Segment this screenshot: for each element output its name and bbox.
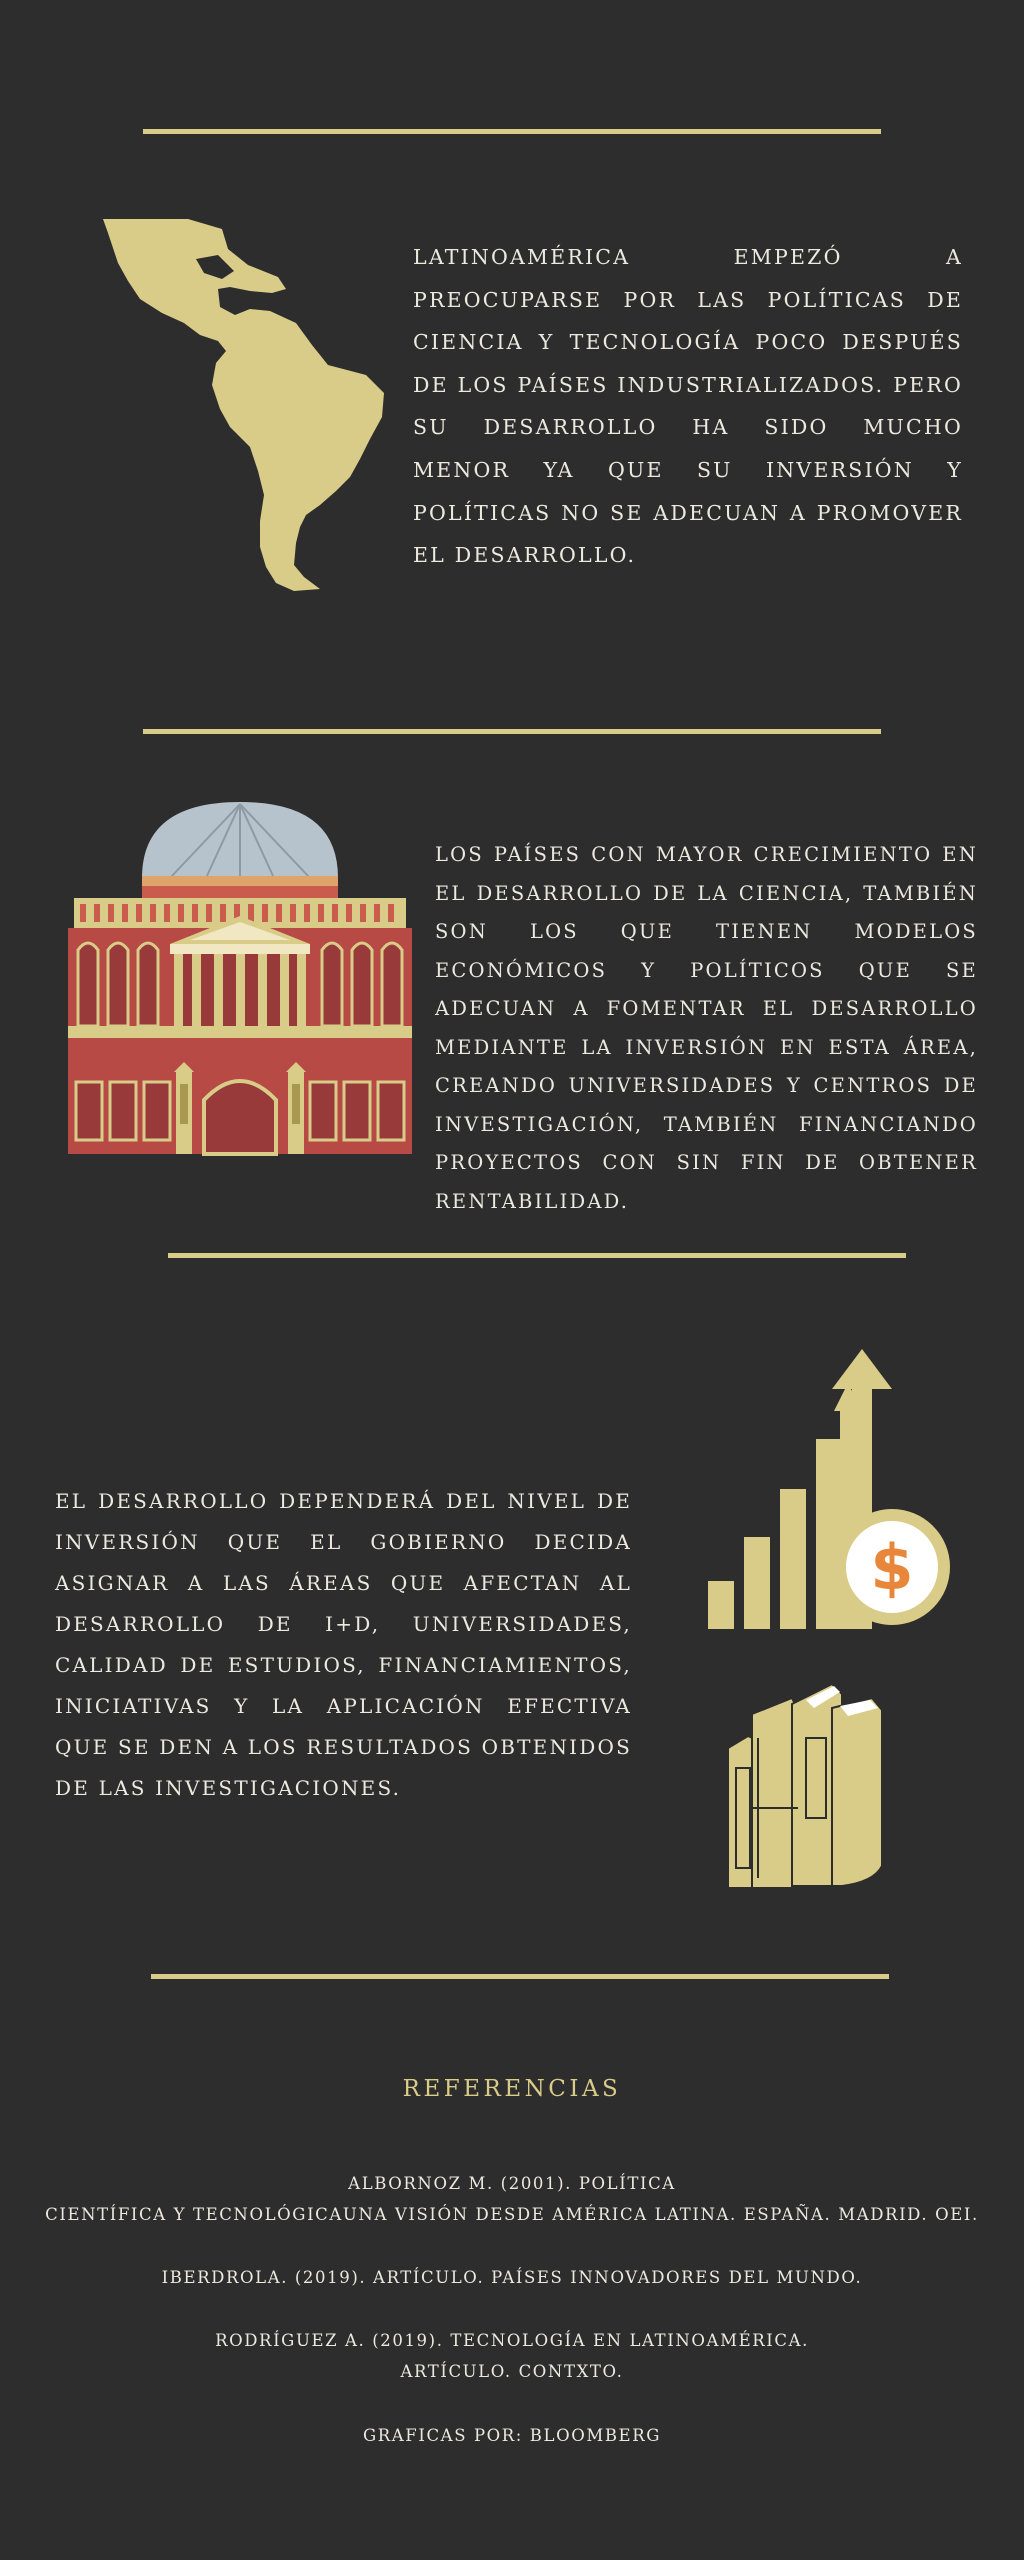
reference-2-line: IBERDROLA. (2019). ARTÍCULO. PAÍSES INNOVADORES DEL MUNDO.	[161, 2268, 863, 2287]
classical-building-icon	[66, 800, 414, 1156]
graphics-credit	[0, 2420, 1024, 2451]
divider-3	[168, 1253, 906, 1258]
section2-text: LOS PAÍSES CON MAYOR CRECIMIENTO EN EL DESARROLLO DE LA CIENCIA, TAMBIÉN SON LOS QUE TIENEN MODELOS ECONÓMICOS Y POLÍTICOS QUE SE ADECUAN A FOMENTAR EL DESARROLLO MEDIANTE LA INVERSIÓN EN ESTA ÁREA, CREANDO UNIVERSIDADES Y CENTROS DE INVESTIGACIÓN, TAMBIÉN FINANCIANDO PROYECTOS CON SIN FIN DE OBTENER RENTABILIDAD.	[435, 843, 978, 1213]
reference-1-line-2: CIENTÍFICA Y TECNOLÓGICAUNA VISIÓN DESDE AMÉRICA LATINA. ESPAÑA. MADRID. OEI.	[45, 2205, 979, 2224]
reference-2	[0, 2262, 1024, 2293]
graphics-credit-text: GRAFICAS POR: BLOOMBERG	[362, 2426, 662, 2445]
reference-3	[0, 2325, 1024, 2387]
reference-1-line-1: ALBORNOZ M. (2001). POLÍTICA	[348, 2174, 676, 2193]
reference-3-line-1: RODRÍGUEZ A. (2019). TECNOLOGÍA EN LATINOAMÉRICA.	[215, 2331, 809, 2350]
divider-top	[143, 129, 881, 134]
reference-3-line-2: ARTÍCULO. CONTXTO.	[400, 2362, 624, 2381]
books-icon	[722, 1678, 892, 1890]
dollar-coin-icon	[834, 1509, 950, 1625]
svg-text:$: $	[870, 1531, 914, 1604]
reference-1	[0, 2168, 1024, 2230]
section1-text: LATINOAMÉRICA EMPEZÓ A PREOCUPARSE POR LAS POLÍTICAS DE CIENCIA Y TECNOLOGÍA POCO DESPUÉS DE LOS PAÍSES INDUSTRIALIZADOS. PERO SU DESARROLLO HA SIDO MUCHO MENOR YA QUE SU INVERSIÓN Y POLÍTICAS NO SE ADECUAN A PROMOVER EL DESARROLLO.	[413, 245, 963, 568]
growth-chart-icon	[700, 1345, 960, 1631]
references-title: REFERENCIAS	[402, 2076, 622, 2102]
divider-2	[143, 729, 881, 734]
divider-4	[151, 1974, 889, 1979]
section3-text: EL DESARROLLO DEPENDERÁ DEL NIVEL DE INVERSIÓN QUE EL GOBIERNO DECIDA ASIGNAR A LAS ÁREAS QUE AFECTAN AL DESARROLLO DE I+D, UNIVERSIDADES, CALIDAD DE ESTUDIOS, FINANCIAMIENTOS, INICIATIVAS Y LA APLICACIÓN EFECTIVA QUE SE DEN A LOS RESULTADOS OBTENIDOS DE LAS INVESTIGACIONES.	[55, 1489, 632, 1800]
latin-america-map-icon	[100, 215, 390, 595]
